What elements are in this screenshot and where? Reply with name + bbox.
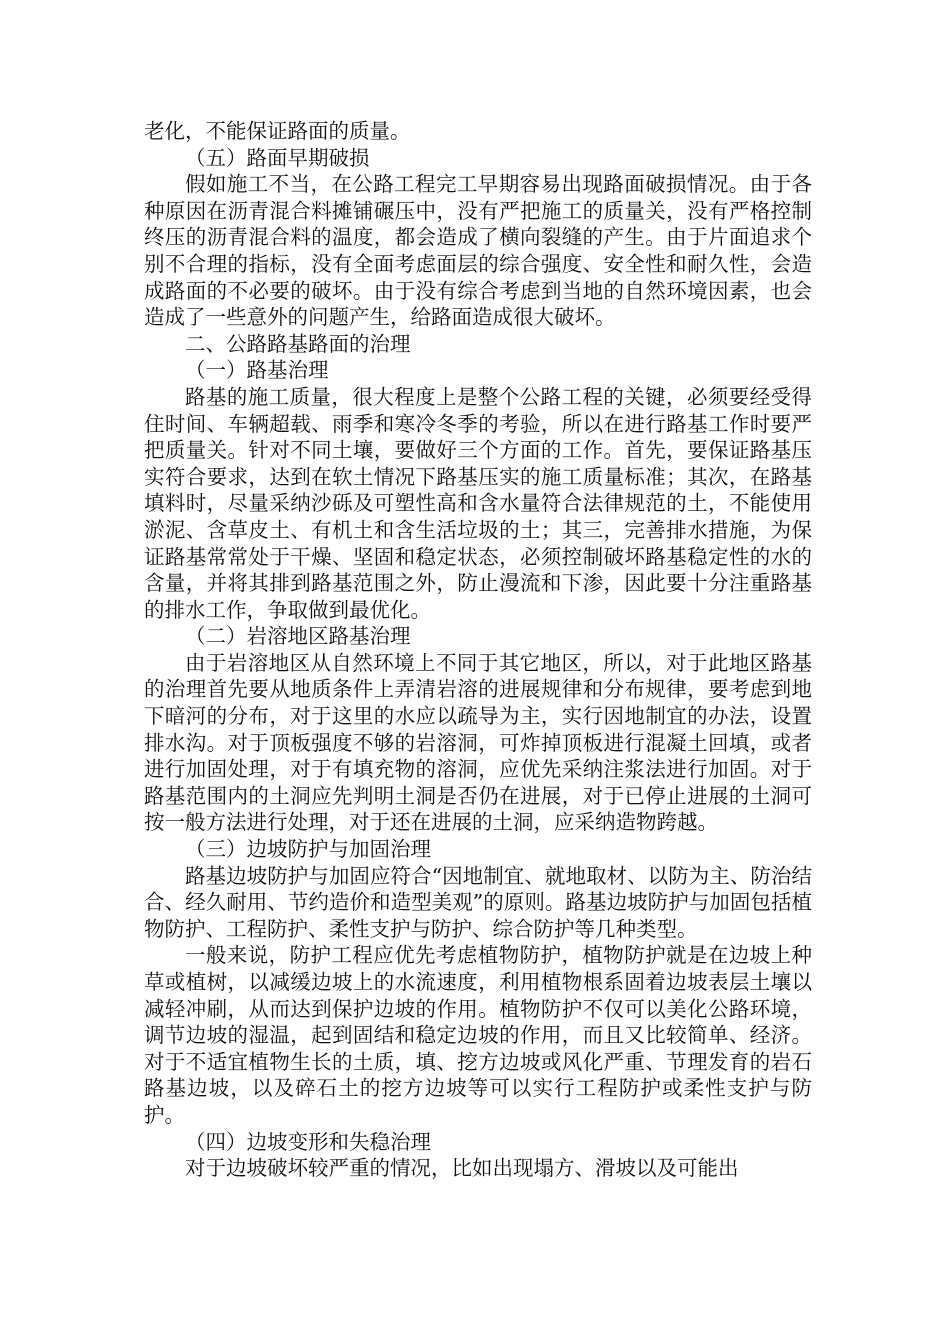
paragraph-slope-failure: 对于边坡破坏较严重的情况，比如出现塌方、滑坡以及可能出 — [185, 1156, 739, 1181]
paragraph-continued: 老化，不能保证路面的质量。 — [144, 119, 411, 143]
section-heading-1: （一）路基治理 — [185, 358, 329, 383]
paragraph-karst: 由于岩溶地区从自然环境上不同于其它地区，所以，对于此地区路基的治理首先要从地质条件上弄清岩溶的进展规律和分布规律，要考虑到地下暗河的分布，对于这里的水应以疏导为主，实行因地制宜的办法，设置排水沟。对于顶板强度不够的岩溶洞，可炸掉顶板进行混凝土回填，或者进行加固处理，对于有填充物的溶洞，应优先采纳注浆法进行加固。对于路基范围内的土洞应先判明土洞是否仍在进展，对于已停止进展的土洞可按一般方法进行处理，对于还在进展的土洞，应采纳造物跨越。 — [144, 650, 812, 835]
section-heading-3: （三）边坡防护与加固治理 — [185, 837, 431, 862]
paragraph-slope-principles: 路基边坡防护与加固应符合“因地制宜、就地取材、以防为主、防治结合、经久耐用、节约造价和造型美观”的原则。路基边坡防护与加固包括植物防护、工程防护、柔性支护与防护、综合防护等几种类型。 — [144, 863, 812, 941]
document-page — [144, 118, 812, 1182]
paragraph-subgrade: 路基的施工质量，很大程度上是整个公路工程的关键，必须要经受得住时间、车辆超载、雨季和寒冷冬季的考验，所以在进行路基工作时要严把质量关。针对不同土壤，要做好三个方面的工作。首先，要保证路基压实符合要求，达到在软土情况下路基压实的施工质量标准；其次，在路基填料时，尽量采纳沙砾及可塑性高和含水量符合法律规范的土，不能使用淤泥、含草皮土、有机土和含生活垃圾的土；其三，完善排水措施，为保证路基常常处于干燥、坚固和稳定状态，必须控制破坏路基稳定性的水的含量，并将其排到路基范围之外，防止漫流和下渗，因此要十分注重路基的排水工作，争取做到最优化。 — [144, 384, 812, 622]
paragraph-plant-protection: 一般来说，防护工程应优先考虑植物防护，植物防护就是在边坡上种草或植树，以减缓边坡上的水流速度，利用植物根系固着边坡表层土壤以减轻冲刷，从而达到保护边坡的作用。植物防护不仅可以美化公路环境，调节边坡的湿温，起到固结和稳定边坡的作用，而且又比较简单、经济。对于不适宜植物生长的土质，填、挖方边坡或风化严重、节理发育的岩石路基边坡，以及碎石土的挖方边坡等可以实行工程防护或柔性支护与防护。 — [144, 943, 812, 1127]
paragraph-early-damage: 假如施工不当，在公路工程完工早期容易出现路面破损情况。由于各种原因在沥青混合料摊铺碾压中，没有严把施工的质量关，没有严格控制终压的沥青混合料的温度，都会造成了横向裂缝的产生。由于片面追求个别不合理的指标，没有全面考虑面层的综合强度、安全性和耐久性，会造成路面的不必要的破坏。由于没有综合考虑到当地的自然环境因素，也会造成了一些意外的问题产生，给路面造成很大破坏。 — [144, 172, 812, 330]
chapter-heading-2: 二、公路路基路面的治理 — [185, 331, 411, 356]
section-heading-5: （五）路面早期破损 — [185, 145, 370, 170]
section-heading-4: （四）边坡变形和失稳治理 — [185, 1129, 431, 1154]
section-heading-2: （二）岩溶地区路基治理 — [185, 624, 411, 649]
